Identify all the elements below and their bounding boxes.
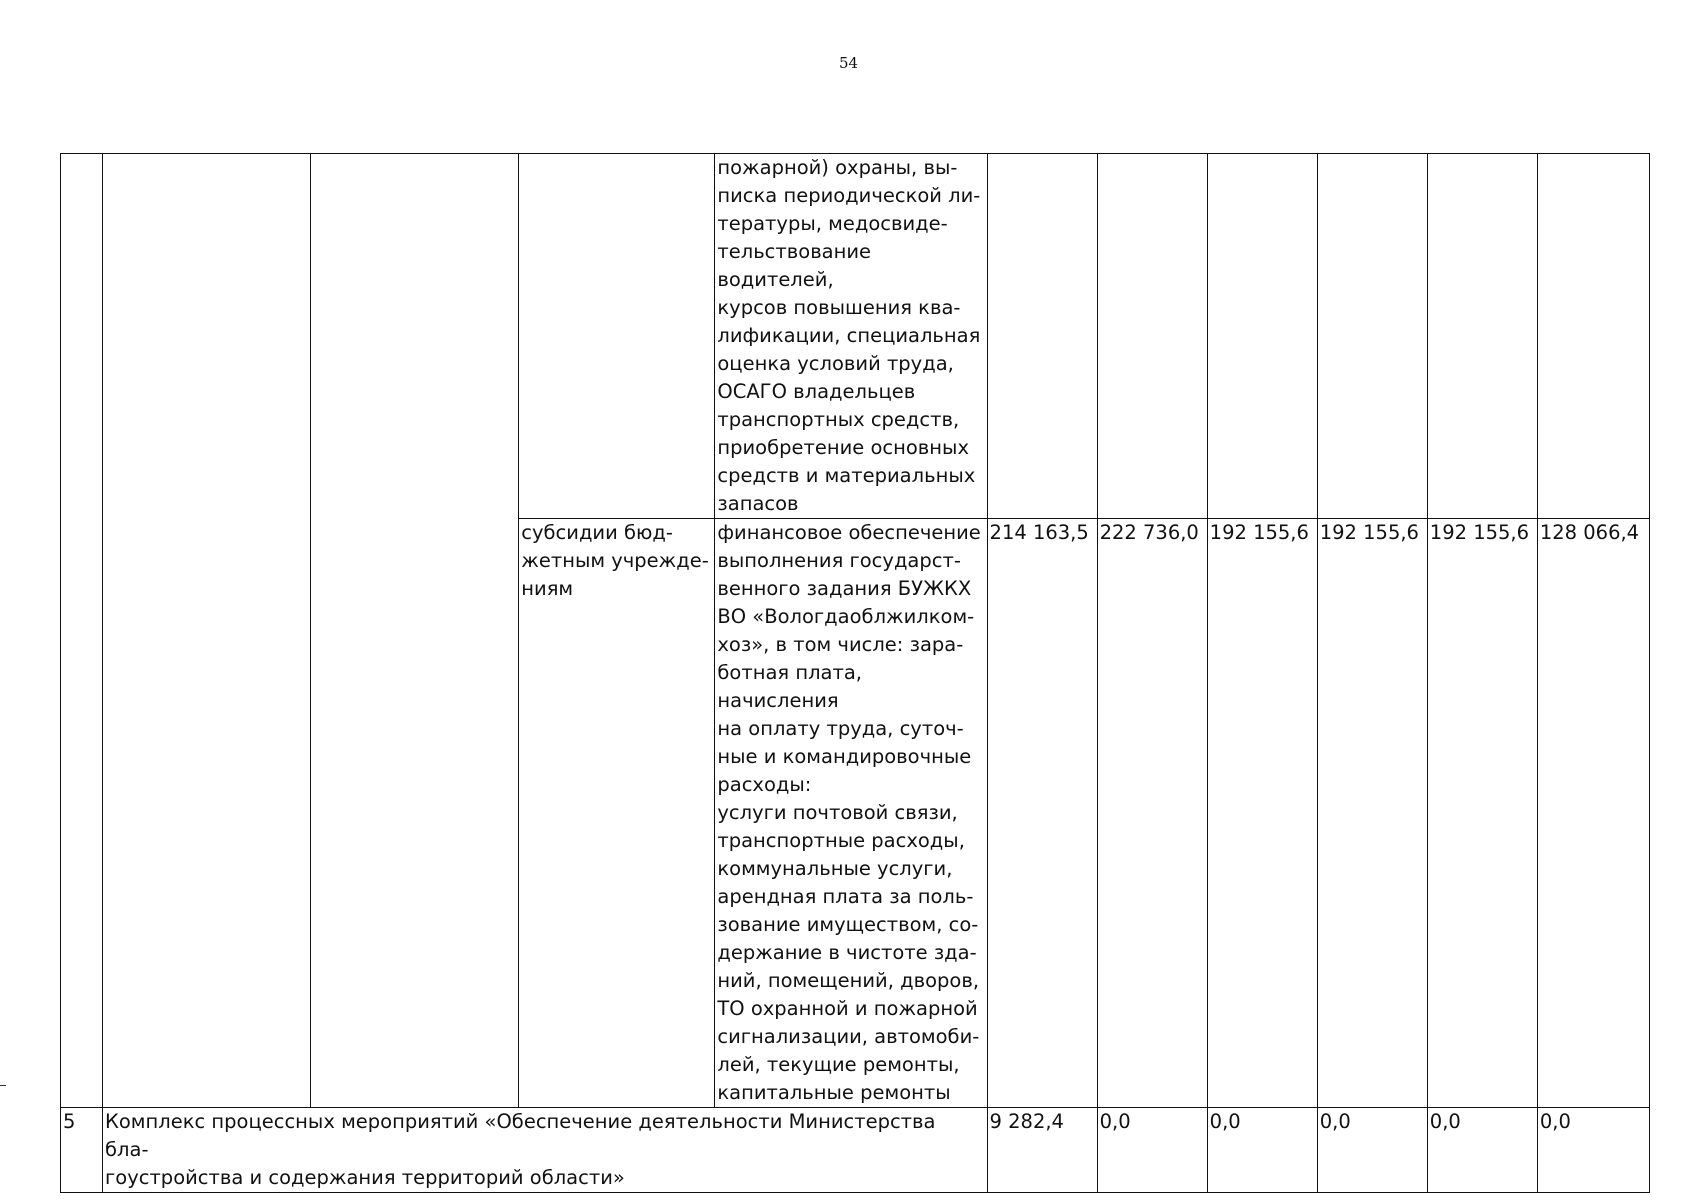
description-cell: финансовое обеспечение выполнения государст- венного задания БУЖКХ ВО «Вологдаоблжилком- хоз», в том числе: зара- ботная плата, начисления на оплату труда, суточ- ные и командировочные расходы: услуги почтовой связи, транспортные расходы, коммунальные услуги, арендная плата за поль- зование имуществом, со- держание в чистоте зда- ний, помещений, дворов, ТО охранной и пожарной сигнализации, автомоби- лей, текущие ремонты, капитальные ремонты (715, 519, 987, 1108)
value-cell: 0,0 (1537, 1108, 1649, 1193)
value-cell: 0,0 (1427, 1108, 1537, 1193)
value-cell: 192 155,6 (1207, 519, 1317, 1108)
margin-mark (0, 1085, 6, 1086)
value-cell (987, 154, 1097, 519)
value-cell: 9 282,4 (987, 1108, 1097, 1193)
value-cell: 222 736,0 (1097, 519, 1207, 1108)
expense-type-cell: субсидии бюд- жетным учрежде- ниям (519, 519, 715, 1108)
value-cell: 0,0 (1317, 1108, 1427, 1193)
budget-table (60, 153, 1650, 1193)
table-row (61, 154, 1650, 519)
value-cell: 128 066,4 (1537, 519, 1649, 1108)
value-cell: 192 155,6 (1427, 519, 1537, 1108)
value-cell: 214 163,5 (987, 519, 1097, 1108)
complex-title-cell: Комплекс процессных мероприятий «Обеспечение деятельности Министерства бла- гоустройства и содержания территорий области» (103, 1108, 988, 1193)
value-cell: 0,0 (1207, 1108, 1317, 1193)
executor-cell (311, 154, 519, 1108)
number-cell: 5 (61, 1108, 103, 1193)
expense-type-cell (519, 154, 715, 519)
value-cell (1317, 154, 1427, 519)
table-row (61, 1108, 1650, 1193)
value-cell (1097, 154, 1207, 519)
description-cell: пожарной) охраны, вы- писка периодической ли- тературы, медосвиде- тельствование водителей, курсов повышения ква- лификации, специальная оценка условий труда, ОСАГО владельцев транспортных средств, приобретение основных средств и материальных запасов (715, 154, 987, 519)
value-cell: 192 155,6 (1317, 519, 1427, 1108)
value-cell (1537, 154, 1649, 519)
page-number: 54 (838, 54, 859, 72)
number-cell (61, 154, 103, 1108)
measure-cell (103, 154, 311, 1108)
value-cell: 0,0 (1097, 1108, 1207, 1193)
value-cell (1207, 154, 1317, 519)
value-cell (1427, 154, 1537, 519)
